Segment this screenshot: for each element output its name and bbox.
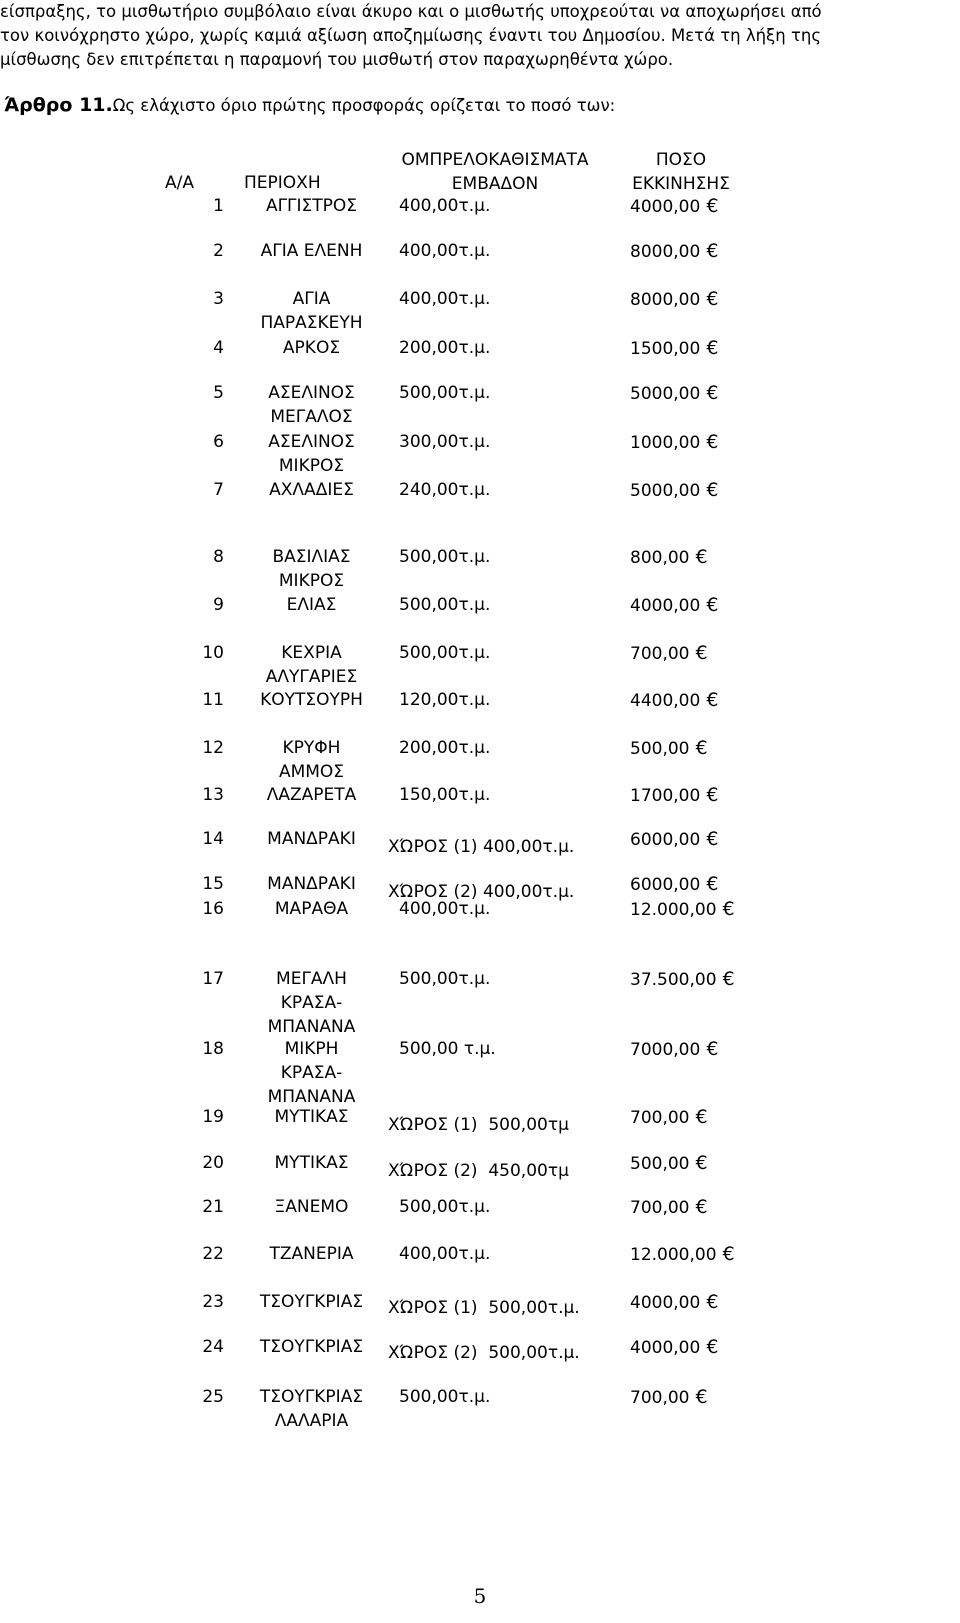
- row-price: [630, 478, 718, 503]
- euro-icon: €: [706, 240, 719, 262]
- row-number: 19: [202, 1107, 224, 1127]
- row-number: 10: [202, 643, 224, 663]
- row-price: [630, 336, 718, 361]
- row-price-value: 8000,00: [630, 242, 701, 262]
- row-number: 21: [202, 1197, 224, 1217]
- row-area: [244, 430, 379, 478]
- euro-icon: €: [706, 431, 719, 453]
- row-area-line: ΜΙΚΡΗ: [284, 1039, 339, 1059]
- row-area-line: ΜΠΑΝΑΝΑ: [267, 1017, 356, 1037]
- euro-icon: €: [695, 737, 708, 759]
- euro-icon: €: [722, 898, 735, 920]
- row-size: ΧΏΡΟΣ (1) 500,00τμ: [388, 1115, 569, 1135]
- row-area-line: ΠΑΡΑΣΚΕΥΗ: [260, 313, 363, 333]
- row-area: [244, 1385, 379, 1433]
- row-area-line: ΞΑΝΕΜΟ: [274, 1197, 349, 1217]
- row-area: [244, 967, 379, 1039]
- row-area: [244, 593, 379, 617]
- row-number: 9: [213, 595, 224, 615]
- row-area: [244, 381, 379, 429]
- intro-paragraph: [0, 0, 945, 72]
- row-area: [244, 1037, 379, 1109]
- row-price: [630, 1037, 718, 1062]
- row-area-line: ΑΧΛΑΔΙΕΣ: [269, 480, 354, 500]
- row-size: ΧΏΡΟΣ (1) 500,00τ.μ.: [388, 1298, 580, 1318]
- row-size: 400,00τ.μ.: [399, 241, 491, 261]
- row-number: 15: [202, 874, 224, 894]
- euro-icon: €: [722, 1243, 735, 1265]
- row-price-value: 1700,00: [630, 786, 701, 806]
- row-area: [244, 641, 379, 689]
- row-area: [244, 1151, 379, 1175]
- row-price-value: 4000,00: [630, 596, 701, 616]
- row-area-line: ΑΓΙΑ ΕΛΕΝΗ: [260, 241, 363, 261]
- article-line: [4, 93, 615, 118]
- header-price-line2: ΕΚΚΙΝΗΣΗΣ: [632, 174, 730, 194]
- header-area: ΠΕΡΙΟΧΗ: [244, 173, 321, 193]
- row-price: [630, 1385, 708, 1410]
- row-area: [244, 688, 379, 712]
- row-area-line: ΤΖΑΝΕΡΙΑ: [269, 1244, 354, 1264]
- row-area-line: ΚΟΥΤΣΟΥΡΗ: [260, 690, 363, 710]
- row-number: 5: [213, 383, 224, 403]
- row-price: [630, 1151, 708, 1176]
- row-price: [630, 1290, 718, 1315]
- row-area: [244, 736, 379, 784]
- row-area-line: ΑΓΙΑ: [292, 289, 331, 309]
- header-aa: Α/Α: [165, 173, 194, 193]
- row-number: 24: [202, 1337, 224, 1357]
- row-area-line: ΜΑΡΑΘΑ: [274, 899, 349, 919]
- row-size: 400,00τ.μ.: [399, 1244, 491, 1264]
- header-price: [610, 148, 752, 196]
- row-price-value: 700,00: [630, 1108, 690, 1128]
- row-price: [630, 827, 718, 852]
- row-price-value: 4400,00: [630, 691, 701, 711]
- row-area: [244, 478, 379, 502]
- article-text: Ως ελάχιστο όριο πρώτης προσφοράς ορίζεται το ποσό των:: [112, 96, 616, 115]
- page-number: 5: [473, 1584, 487, 1608]
- row-number: 8: [213, 547, 224, 567]
- row-price-value: 5000,00: [630, 384, 701, 404]
- row-size: 240,00τ.μ.: [399, 480, 491, 500]
- row-number: 22: [202, 1244, 224, 1264]
- row-area-line: ΜΑΝΔΡΑΚΙ: [267, 874, 356, 894]
- row-price-value: 5000,00: [630, 481, 701, 501]
- row-area: [244, 1105, 379, 1129]
- row-number: 13: [202, 785, 224, 805]
- row-price-value: 500,00: [630, 739, 690, 759]
- row-area-line: ΚΡΑΣΑ-: [280, 993, 343, 1013]
- row-size: 500,00τ.μ.: [399, 547, 491, 567]
- row-size: ΧΏΡΟΣ (1) 400,00τ.μ.: [388, 837, 575, 857]
- intro-line: είσπραξης, το μισθωτήριο συμβόλαιο είναι άκυρο και ο μισθωτής υποχρεούται να αποχωρήσει από: [0, 2, 822, 21]
- row-price-value: 1000,00: [630, 433, 701, 453]
- row-area: [244, 287, 379, 335]
- row-area-line: ΤΣΟΥΓΚΡΙΑΣ: [259, 1337, 364, 1357]
- euro-icon: €: [706, 1291, 719, 1313]
- row-price-value: 7000,00: [630, 1040, 701, 1060]
- euro-icon: €: [706, 784, 719, 806]
- row-price: [630, 194, 718, 219]
- row-price: [630, 1335, 718, 1360]
- row-size: 500,00τ.μ.: [399, 969, 491, 989]
- row-price-value: 12.000,00: [630, 1245, 717, 1265]
- row-size: 200,00τ.μ.: [399, 338, 491, 358]
- row-number: 1: [213, 196, 224, 216]
- row-area-line: ΑΣΕΛΙΝΟΣ: [268, 383, 355, 403]
- euro-icon: €: [695, 546, 708, 568]
- euro-icon: €: [706, 288, 719, 310]
- euro-icon: €: [706, 1038, 719, 1060]
- row-area-line: ΤΣΟΥΓΚΡΙΑΣ: [259, 1292, 364, 1312]
- row-price: [630, 1105, 708, 1130]
- euro-icon: €: [695, 1106, 708, 1128]
- euro-icon: €: [706, 382, 719, 404]
- row-number: 17: [202, 969, 224, 989]
- euro-icon: €: [722, 968, 735, 990]
- row-area-line: ΜΕΓΑΛΗ: [276, 969, 347, 989]
- row-area: [244, 1290, 379, 1314]
- euro-icon: €: [695, 1196, 708, 1218]
- row-area-line: ΜΙΚΡΟΣ: [278, 571, 345, 591]
- row-price: [630, 641, 708, 666]
- row-size: ΧΏΡΟΣ (2) 500,00τ.μ.: [388, 1343, 580, 1363]
- row-size: 120,00τ.μ.: [399, 690, 491, 710]
- row-size: 500,00τ.μ.: [399, 643, 491, 663]
- row-area-line: ΑΛΥΓΑΡΙΕΣ: [265, 667, 358, 687]
- row-area-line: ΑΣΕΛΙΝΟΣ: [268, 432, 355, 452]
- row-area: [244, 1335, 379, 1359]
- row-area-line: ΜΥΤΙΚΑΣ: [274, 1107, 349, 1127]
- row-area-line: ΑΜΜΟΣ: [278, 762, 345, 782]
- header-size-line2: ΕΜΒΑΔΟΝ: [451, 174, 539, 194]
- row-price: [630, 736, 708, 761]
- row-number: 14: [202, 829, 224, 849]
- euro-icon: €: [706, 594, 719, 616]
- row-price-value: 500,00: [630, 1154, 690, 1174]
- row-price: [630, 381, 718, 406]
- row-price-value: 4000,00: [630, 1293, 701, 1313]
- euro-icon: €: [706, 337, 719, 359]
- row-area-line: ΑΡΚΟΣ: [282, 338, 341, 358]
- row-price-value: 700,00: [630, 644, 690, 664]
- row-price-value: 37.500,00: [630, 970, 717, 990]
- euro-icon: €: [706, 689, 719, 711]
- row-price: [630, 967, 735, 992]
- euro-icon: €: [706, 873, 719, 895]
- row-area-line: ΑΓΓΙΣΤΡΟΣ: [265, 196, 358, 216]
- row-area-line: ΚΡΥΦΗ: [282, 738, 341, 758]
- header-price-line1: ΠΟΣΟ: [655, 150, 707, 170]
- row-number: 23: [202, 1292, 224, 1312]
- row-number: 2: [213, 241, 224, 261]
- header-size-line1: ΟΜΠΡΕΛΟΚΑΘΙΣΜΑΤΑ: [401, 150, 589, 170]
- row-price-value: 800,00: [630, 548, 690, 568]
- row-price-value: 6000,00: [630, 875, 701, 895]
- euro-icon: €: [695, 1152, 708, 1174]
- row-number: 18: [202, 1039, 224, 1059]
- intro-line: μίσθωσης δεν επιτρέπεται η παραμονή του μισθωτή στον παραχωρηθέντα χώρο.: [0, 50, 674, 69]
- row-area-line: ΚΡΑΣΑ-: [280, 1063, 343, 1083]
- row-area-line: ΤΣΟΥΓΚΡΙΑΣ: [259, 1387, 364, 1407]
- row-price-value: 4000,00: [630, 1338, 701, 1358]
- euro-icon: €: [706, 1336, 719, 1358]
- row-number: 16: [202, 899, 224, 919]
- row-area-line: ΜΑΝΔΡΑΚΙ: [267, 829, 356, 849]
- row-size: 150,00τ.μ.: [399, 785, 491, 805]
- row-area-line: ΜΠΑΝΑΝΑ: [267, 1087, 356, 1107]
- row-number: 20: [202, 1153, 224, 1173]
- row-area-line: ΜΥΤΙΚΑΣ: [274, 1153, 349, 1173]
- row-price: [630, 783, 718, 808]
- row-size: 400,00τ.μ.: [399, 196, 491, 216]
- row-area-line: ΕΛΙΑΣ: [286, 595, 337, 615]
- row-size: 500,00τ.μ.: [399, 1387, 491, 1407]
- intro-line: τον κοινόχρηστο χώρο, χωρίς καμιά αξίωση αποζημίωσης έναντι του Δημοσίου. Μετά τη λήξη της: [0, 26, 822, 45]
- row-size: 400,00τ.μ.: [399, 899, 491, 919]
- row-area: [244, 897, 379, 921]
- row-price: [630, 897, 735, 922]
- row-area-line: ΚΕΧΡΙΑ: [281, 643, 342, 663]
- row-area: [244, 545, 379, 593]
- row-size: 500,00τ.μ.: [399, 1197, 491, 1217]
- euro-icon: €: [695, 1386, 708, 1408]
- row-price: [630, 872, 718, 897]
- row-price-value: 4000,00: [630, 197, 701, 217]
- row-size: 400,00τ.μ.: [399, 289, 491, 309]
- euro-icon: €: [706, 479, 719, 501]
- row-size: 300,00τ.μ.: [399, 432, 491, 452]
- row-price-value: 8000,00: [630, 290, 701, 310]
- euro-icon: €: [706, 828, 719, 850]
- row-area-line: ΒΑΣΙΛΙΑΣ: [272, 547, 351, 567]
- row-number: 6: [213, 432, 224, 452]
- row-number: 11: [202, 690, 224, 710]
- row-price: [630, 1242, 735, 1267]
- row-area: [244, 783, 379, 807]
- row-price: [630, 545, 708, 570]
- row-price: [630, 688, 718, 713]
- row-price-value: 1500,00: [630, 339, 701, 359]
- row-number: 7: [213, 480, 224, 500]
- row-area: [244, 872, 379, 896]
- row-price: [630, 287, 718, 312]
- row-size: ΧΏΡΟΣ (2) 400,00τ.μ.: [388, 882, 575, 902]
- row-area: [244, 1242, 379, 1266]
- row-price-value: 700,00: [630, 1198, 690, 1218]
- row-price-value: 6000,00: [630, 830, 701, 850]
- row-price: [630, 239, 718, 264]
- row-area-line: ΛΑΖΑΡΕΤΑ: [266, 785, 357, 805]
- row-size: ΧΏΡΟΣ (2) 450,00τμ: [388, 1161, 569, 1181]
- row-area-line: ΜΙΚΡΟΣ: [278, 456, 345, 476]
- row-size: 500,00 τ.μ.: [399, 1039, 496, 1059]
- header-size: [389, 148, 601, 196]
- row-size: 500,00τ.μ.: [399, 595, 491, 615]
- row-area-line: ΜΕΓΑΛΟΣ: [270, 407, 353, 427]
- row-number: 4: [213, 338, 224, 358]
- row-price-value: 12.000,00: [630, 900, 717, 920]
- euro-icon: €: [695, 642, 708, 664]
- article-heading: Άρθρο 11.: [4, 94, 113, 116]
- row-price: [630, 430, 718, 455]
- row-price-value: 700,00: [630, 1388, 690, 1408]
- euro-icon: €: [706, 195, 719, 217]
- row-area: [244, 827, 379, 851]
- row-price: [630, 1195, 708, 1220]
- row-number: 12: [202, 738, 224, 758]
- row-area: [244, 336, 379, 360]
- row-area: [244, 194, 379, 218]
- row-area: [244, 1195, 379, 1219]
- row-number: 3: [213, 289, 224, 309]
- row-size: 200,00τ.μ.: [399, 738, 491, 758]
- row-area-line: ΛΑΛΑΡΙΑ: [274, 1411, 349, 1431]
- row-size: 500,00τ.μ.: [399, 383, 491, 403]
- row-area: [244, 239, 379, 263]
- row-number: 25: [202, 1387, 224, 1407]
- row-price: [630, 593, 718, 618]
